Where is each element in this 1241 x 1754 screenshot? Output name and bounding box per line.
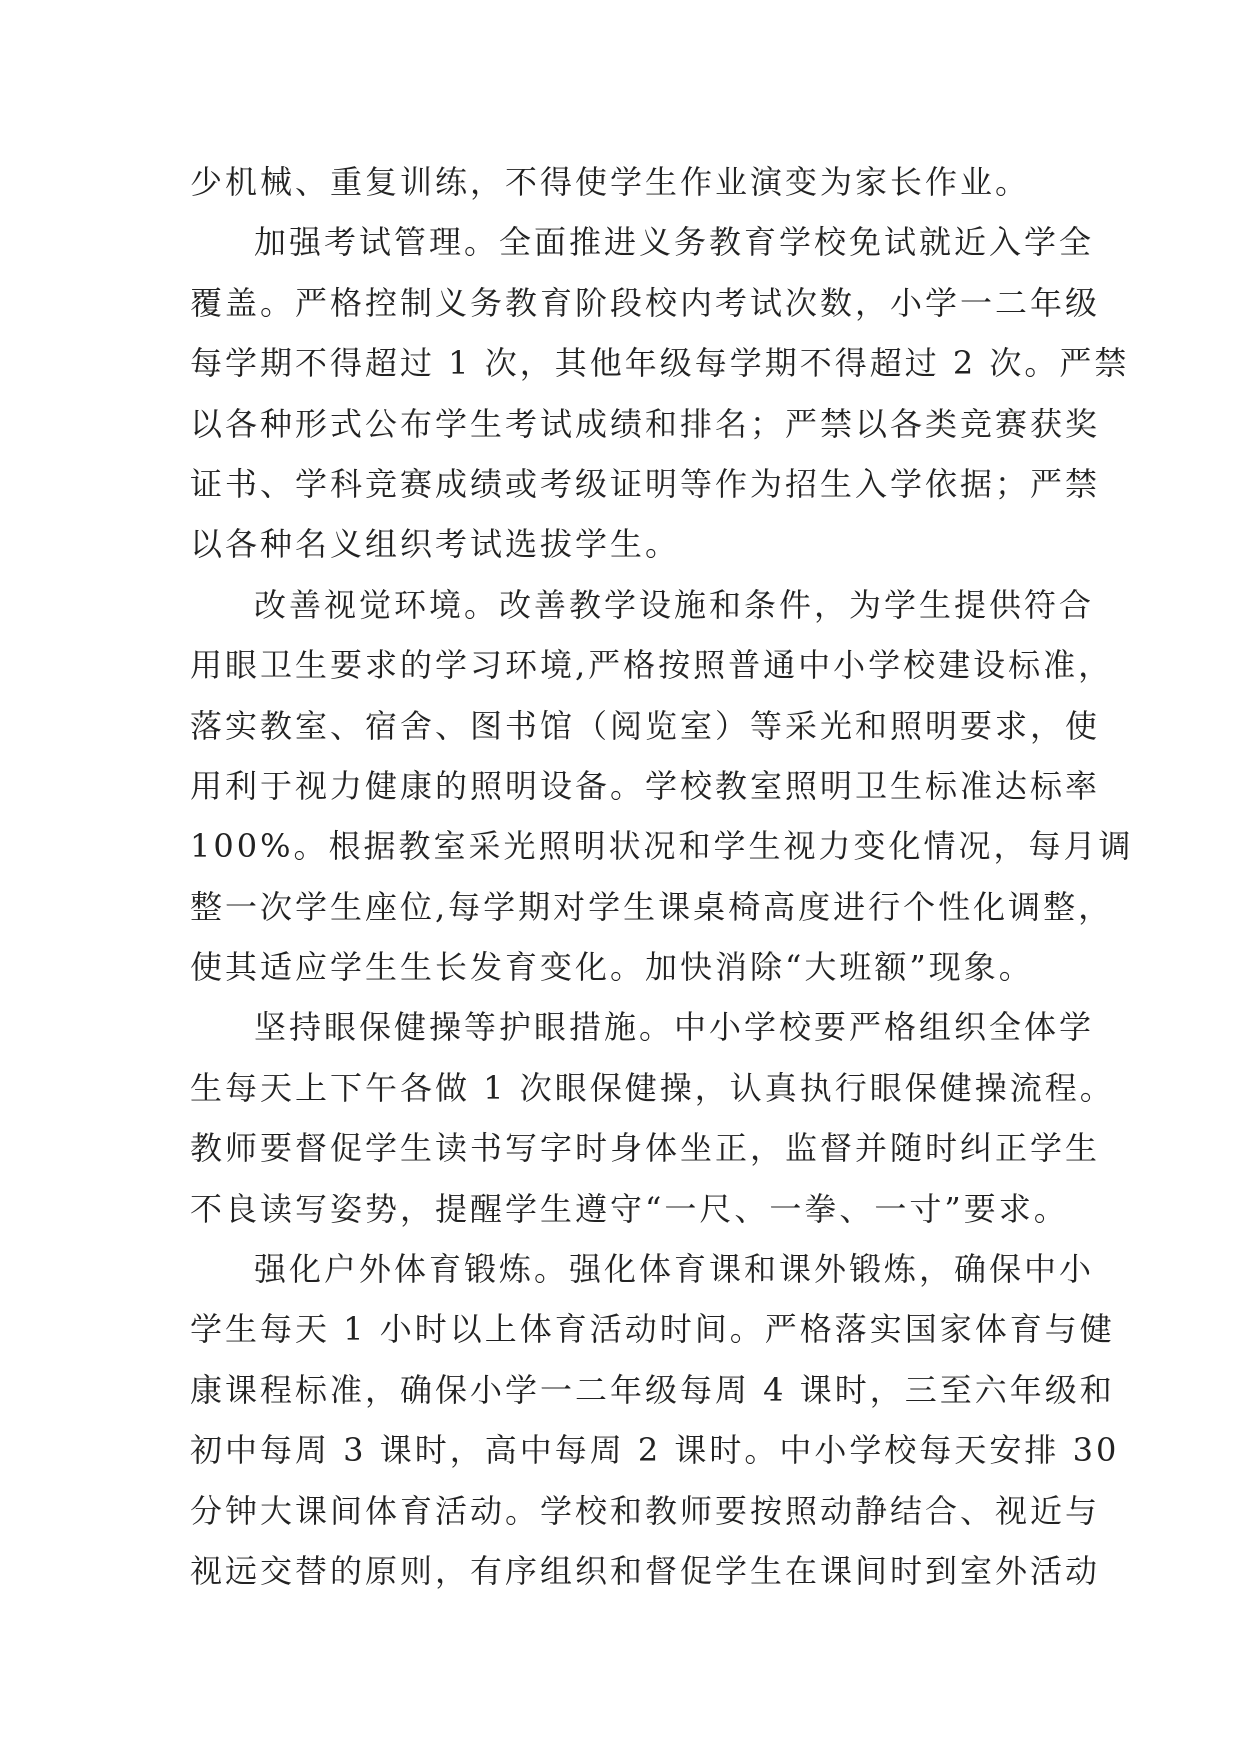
- text-line: 初中每周 3 课时，高中每周 2 课时。中小学校每天安排 30: [190, 1431, 1120, 1470]
- text-line: 每学期不得超过 1 次，其他年级每学期不得超过 2 次。严禁: [190, 344, 1130, 383]
- text-line: 强化户外体育锻炼。强化体育课和课外锻炼，确保中小: [254, 1250, 1095, 1289]
- text-line: 少机械、重复训练，不得使学生作业演变为家长作业。: [190, 163, 1031, 201]
- text-line: 坚持眼保健操等护眼措施。中小学校要严格组织全体学: [254, 1008, 1095, 1047]
- paragraph-visual-environment: [190, 575, 1134, 998]
- text-line: 使其适应学生生长发育变化。加快消除“大班额”现象。: [190, 948, 1034, 987]
- text-line: 生每天上下午各做 1 次眼保健操，认真执行眼保健操流程。: [190, 1068, 1115, 1107]
- text-line: 学生每天 1 小时以上体育活动时间。严格落实国家体育与健: [190, 1310, 1115, 1349]
- text-line: 100%。根据教室采光照明状况和学生视力变化情况，每月调: [190, 827, 1134, 866]
- text-line: 不良读写姿势，提醒学生遵守“一尺、一拳、一寸”要求。: [190, 1189, 1069, 1228]
- text-line: 落实教室、宿舍、图书馆（阅览室）等采光和照明要求，使: [190, 706, 1101, 745]
- text-line: 分钟大课间体育活动。学校和教师要按照动静结合、视近与: [190, 1491, 1101, 1530]
- paragraph-eye-exercises: [190, 997, 1115, 1239]
- text-line: 证书、学科竞赛成绩或考级证明等作为招生入学依据；严禁: [190, 464, 1101, 503]
- text-line: 改善视觉环境。改善教学设施和条件，为学生提供符合: [254, 585, 1095, 624]
- text-line: 覆盖。严格控制义务教育阶段校内考试次数，小学一二年级: [190, 283, 1101, 322]
- text-line: 加强考试管理。全面推进义务教育学校免试就近入学全: [254, 223, 1095, 262]
- text-line: 康课程标准，确保小学一二年级每周 4 课时，三至六年级和: [190, 1370, 1115, 1409]
- text-line: 教师要督促学生读书写字时身体坐正，监督并随时纠正学生: [190, 1129, 1101, 1168]
- paragraph-exam-management: [190, 212, 1130, 574]
- text-line: 用眼卫生要求的学习环境,严格按照普通中小学校建设标准，: [190, 646, 1114, 685]
- text-line: 视远交替的原则，有序组织和督促学生在课间时到室外活动: [190, 1551, 1101, 1590]
- text-line: 以各种名义组织考试选拔学生。: [190, 525, 681, 564]
- text-line: 用利于视力健康的照明设备。学校教室照明卫生标准达标率: [190, 766, 1101, 805]
- paragraph-homework-continuation: [190, 152, 1070, 212]
- text-line: 以各种形式公布学生考试成绩和排名；严禁以各类竞赛获奖: [190, 404, 1101, 443]
- text-line: 整一次学生座位,每学期对学生课桌椅高度进行个性化调整，: [190, 887, 1114, 926]
- document-body: [190, 152, 1134, 1601]
- paragraph-outdoor-exercise: [190, 1239, 1120, 1601]
